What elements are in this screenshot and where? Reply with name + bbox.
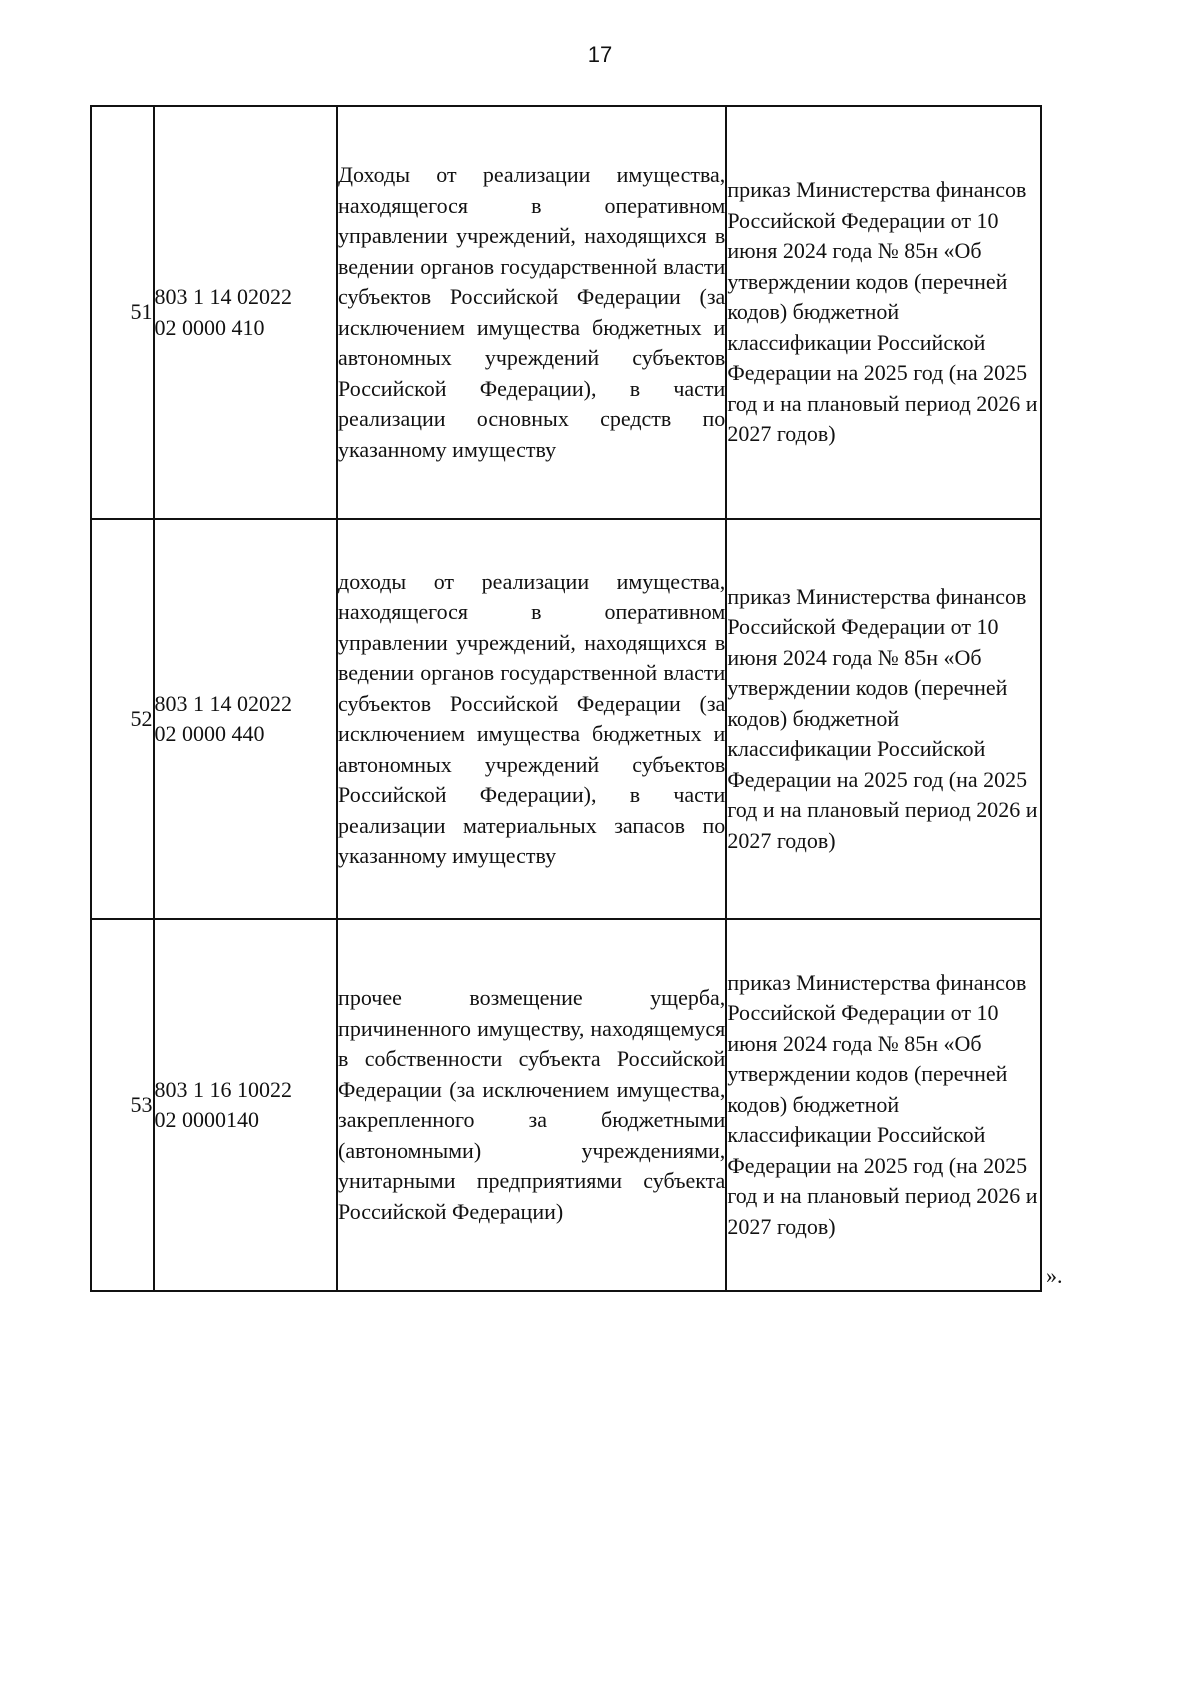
budget-code: 803 1 14 02022 02 0000 440: [154, 690, 293, 746]
budget-code-cell: [154, 919, 338, 1291]
budget-code-cell: [154, 519, 338, 919]
closing-quote-mark: ».: [1046, 1263, 1063, 1288]
row-number: 53: [91, 919, 154, 1291]
income-description: прочее возмещение ущерба, причиненного имуществу, находящемуся в собственности субъекта Российской Федерации (за исключением имущества, закрепленного за бюджетными (автономными) учреждениями, унитарными предприятиями субъекта Российской Федерации): [338, 985, 726, 1224]
budget-codes-table: [90, 105, 1042, 1292]
table-row: [91, 519, 1041, 919]
table-row: [91, 106, 1041, 519]
income-description: Доходы от реализации имущества, находящегося в оперативном управлении учреждений, находящихся в ведении органов государственной власти субъектов Российской Федерации (за исключением имущества бюджетных и автономных учреждений субъектов Российской Федерации), в части реализации основных средств по указанному имуществу: [338, 162, 726, 462]
legal-basis-cell: [726, 919, 1041, 1291]
legal-basis: приказ Министерства финансов Российской Федерации от 10 июня 2024 года № 85н «Об утверждении кодов (перечней кодов) бюджетной классификации Российской Федерации на 2025 год (на 2025 год и на плановый период 2026 и 2027 годов): [727, 969, 1038, 1239]
legal-basis-cell: [726, 106, 1041, 519]
table-row: [91, 919, 1041, 1291]
row-number: 52: [91, 519, 154, 919]
income-description-cell: [337, 106, 726, 519]
income-description: доходы от реализации имущества, находящегося в оперативном управлении учреждений, находящихся в ведении органов государственной власти субъектов Российской Федерации (за исключением имущества бюджетных и автономных учреждений субъектов Российской Федерации), в части реализации материальных запасов по указанному имуществу: [338, 568, 726, 868]
budget-code: 803 1 14 02022 02 0000 410: [154, 284, 293, 340]
legal-basis: приказ Министерства финансов Российской Федерации от 10 июня 2024 года № 85н «Об утверждении кодов (перечней кодов) бюджетной классификации Российской Федерации на 2025 год (на 2025 год и на плановый период 2026 и 2027 годов): [727, 177, 1038, 447]
page-number: 17: [587, 42, 613, 67]
income-description-cell: [337, 919, 726, 1291]
budget-code-cell: [154, 106, 338, 519]
income-description-cell: [337, 519, 726, 919]
legal-basis-cell: [726, 519, 1041, 919]
row-number: 51: [91, 106, 154, 519]
legal-basis: приказ Министерства финансов Российской Федерации от 10 июня 2024 года № 85н «Об утверждении кодов (перечней кодов) бюджетной классификации Российской Федерации на 2025 год (на 2025 год и на плановый период 2026 и 2027 годов): [727, 583, 1038, 853]
budget-code: 803 1 16 10022 02 0000140: [154, 1076, 293, 1132]
